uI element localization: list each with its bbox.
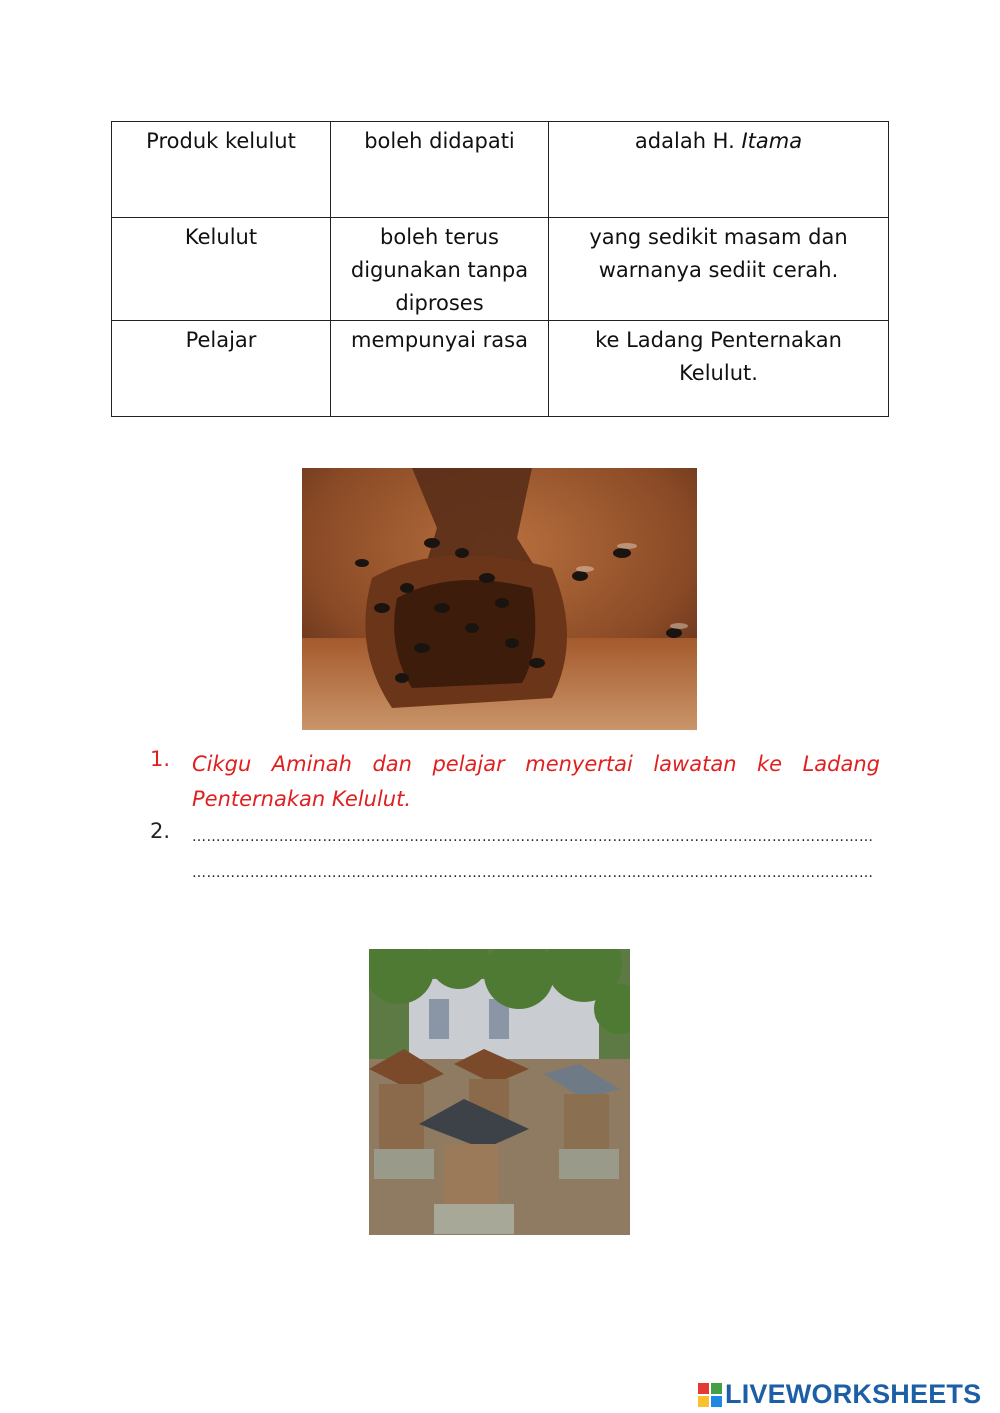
liveworksheets-wordmark: LIVEWORKSHEETS xyxy=(725,1379,982,1409)
table-cell: ke Ladang Penternakan Kelulut. xyxy=(549,321,889,417)
table-cell: mempunyai rasa xyxy=(331,321,549,417)
answer-number: 1. xyxy=(150,747,171,771)
kelulut-hives-photo xyxy=(369,949,630,1235)
cell-italic-text: Itama xyxy=(741,129,803,153)
table-row xyxy=(112,122,889,218)
table-cell: boleh terus digunakan tanpa diproses xyxy=(331,218,549,321)
liveworksheets-icon xyxy=(697,1382,723,1408)
kelulut-bees-photo xyxy=(302,468,697,730)
answer-line-1[interactable]: …………………………………………………………………………………………………………………………… xyxy=(192,829,874,845)
table-row xyxy=(112,321,889,417)
example-answer-text: Cikgu Aminah dan pelajar menyertai lawatan ke Ladang Penternakan Kelulut. xyxy=(192,752,880,811)
table-cell: yang sedikit masam dan warnanya sediit cerah. xyxy=(549,218,889,321)
table-cell: Pelajar xyxy=(112,321,331,417)
table-cell: boleh didapati xyxy=(331,122,549,218)
answer-number: 2. xyxy=(150,819,171,843)
answer-line-2[interactable]: …………………………………………………………………………………………………………………………… xyxy=(192,865,874,881)
table-cell xyxy=(549,122,889,218)
cell-text: adalah H. xyxy=(634,129,742,153)
table-cell: Kelulut xyxy=(112,218,331,321)
table-cell: Produk kelulut xyxy=(112,122,331,218)
word-matching-table xyxy=(111,121,889,417)
table-row xyxy=(112,218,889,321)
answer-blank[interactable] xyxy=(192,819,880,891)
liveworksheets-logo xyxy=(697,1378,997,1412)
